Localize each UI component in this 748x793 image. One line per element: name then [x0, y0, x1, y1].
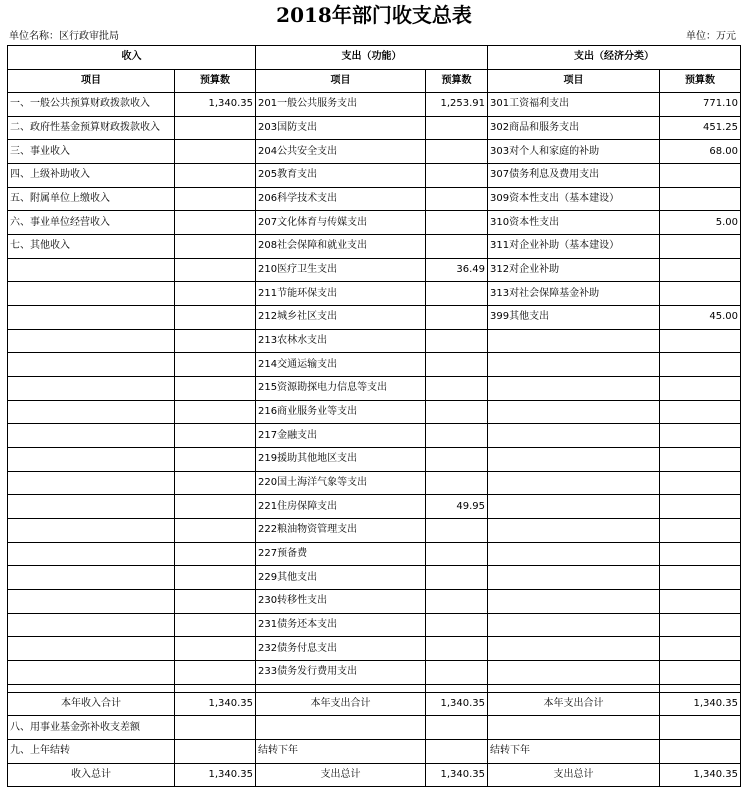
table-row [8, 353, 741, 377]
exp-econ-value [660, 164, 741, 188]
exp-econ-item [488, 377, 660, 401]
header-item: 项目 [488, 69, 660, 93]
grand-total-row [8, 763, 741, 787]
exp-func-item: 220国土海洋气象等支出 [256, 471, 426, 495]
exp-func-value [426, 448, 488, 472]
exp-func-item: 207文化体育与传媒支出 [256, 211, 426, 235]
table-row [8, 471, 741, 495]
income-value [175, 542, 256, 566]
exp-func-value [426, 566, 488, 590]
income-item [8, 519, 175, 543]
prev-carry-label: 九、上年结转 [8, 740, 175, 764]
table-row [8, 306, 741, 330]
exp-total-func-value: 1,340.35 [426, 763, 488, 787]
exp-econ-item [488, 661, 660, 685]
exp-func-item: 210医疗卫生支出 [256, 258, 426, 282]
year-exp-econ-value: 1,340.35 [660, 692, 741, 716]
exp-func-value [426, 353, 488, 377]
income-item: 七、其他收入 [8, 235, 175, 259]
exp-econ-item [488, 424, 660, 448]
table-row [8, 329, 741, 353]
year-total-row [8, 692, 741, 716]
table-row [8, 116, 741, 140]
exp-func-item: 222粮油物资管理支出 [256, 519, 426, 543]
table-row [8, 164, 741, 188]
exp-econ-value [660, 590, 741, 614]
income-value [175, 306, 256, 330]
exp-func-value [426, 519, 488, 543]
income-value [175, 471, 256, 495]
exp-econ-value [660, 424, 741, 448]
exp-econ-item: 313对社会保障基金补助 [488, 282, 660, 306]
exp-econ-value: 68.00 [660, 140, 741, 164]
header-item: 项目 [8, 69, 175, 93]
income-value [175, 116, 256, 140]
exp-func-value [426, 140, 488, 164]
exp-func-value [426, 282, 488, 306]
exp-func-item: 212城乡社区支出 [256, 306, 426, 330]
income-item [8, 661, 175, 685]
exp-econ-value [660, 613, 741, 637]
exp-func-value [426, 471, 488, 495]
exp-func-item: 206科学技术支出 [256, 187, 426, 211]
exp-econ-item: 303对个人和家庭的补助 [488, 140, 660, 164]
exp-econ-value: 5.00 [660, 211, 741, 235]
income-value [175, 495, 256, 519]
income-value [175, 258, 256, 282]
exp-func-value [426, 329, 488, 353]
exp-func-value [426, 164, 488, 188]
exp-func-item: 233债务发行费用支出 [256, 661, 426, 685]
exp-func-value [426, 235, 488, 259]
exp-func-item: 208社会保障和就业支出 [256, 235, 426, 259]
income-value [175, 187, 256, 211]
income-value [175, 448, 256, 472]
income-item [8, 377, 175, 401]
exp-func-item: 203国防支出 [256, 116, 426, 140]
carry-row [8, 740, 741, 764]
exp-econ-value [660, 329, 741, 353]
exp-func-item: 221住房保障支出 [256, 495, 426, 519]
exp-econ-item [488, 542, 660, 566]
table-row [8, 566, 741, 590]
exp-func-item: 230转移性支出 [256, 590, 426, 614]
table-row [8, 400, 741, 424]
income-item [8, 471, 175, 495]
exp-func-item: 219援助其他地区支出 [256, 448, 426, 472]
unit-label: 单位：万元 [686, 31, 736, 42]
table-row [8, 258, 741, 282]
income-value [175, 353, 256, 377]
exp-econ-value: 45.00 [660, 306, 741, 330]
header-row-sections [8, 46, 741, 70]
fund-label: 八、用事业基金弥补收支差额 [8, 716, 175, 740]
header-exp-func: 支出（功能） [256, 46, 488, 70]
exp-func-value: 36.49 [426, 258, 488, 282]
table-row [8, 282, 741, 306]
header-exp-econ: 支出（经济分类） [488, 46, 741, 70]
income-item: 三、事业收入 [8, 140, 175, 164]
table-row [8, 661, 741, 685]
exp-func-item: 232债务付息支出 [256, 637, 426, 661]
income-item [8, 282, 175, 306]
income-item: 二、政府性基金预算财政拨款收入 [8, 116, 175, 140]
exp-econ-value [660, 377, 741, 401]
exp-econ-item: 307债务利息及费用支出 [488, 164, 660, 188]
exp-total-func-label: 支出总计 [256, 763, 426, 787]
table-row [8, 377, 741, 401]
spacer-row [8, 684, 741, 692]
exp-econ-value [660, 471, 741, 495]
income-value [175, 424, 256, 448]
income-item: 一、一般公共预算财政拨款收入 [8, 93, 175, 117]
exp-econ-item: 309资本性支出（基本建设） [488, 187, 660, 211]
table-row [8, 140, 741, 164]
exp-func-value [426, 377, 488, 401]
exp-func-item: 201一般公共服务支出 [256, 93, 426, 117]
table-row [8, 590, 741, 614]
exp-econ-value [660, 661, 741, 685]
exp-func-value: 49.95 [426, 495, 488, 519]
exp-econ-item [488, 353, 660, 377]
exp-econ-value: 771.10 [660, 93, 741, 117]
carry-next-econ-label: 结转下年 [488, 740, 660, 764]
exp-econ-item [488, 566, 660, 590]
income-value [175, 282, 256, 306]
header-budget: 预算数 [175, 69, 256, 93]
income-value [175, 590, 256, 614]
exp-econ-value [660, 235, 741, 259]
exp-econ-value [660, 187, 741, 211]
income-item [8, 613, 175, 637]
exp-func-item: 214交通运输支出 [256, 353, 426, 377]
table-row [8, 211, 741, 235]
exp-func-value [426, 613, 488, 637]
income-item [8, 542, 175, 566]
income-value [175, 661, 256, 685]
table-row [8, 448, 741, 472]
page-title: 2018年部门收支总表 [276, 3, 472, 27]
income-item: 五、附属单位上缴收入 [8, 187, 175, 211]
table-row [8, 637, 741, 661]
income-value [175, 164, 256, 188]
income-value [175, 400, 256, 424]
exp-func-item: 215资源勘探电力信息等支出 [256, 377, 426, 401]
year-exp-func-label: 本年支出合计 [256, 692, 426, 716]
exp-econ-item: 399其他支出 [488, 306, 660, 330]
exp-econ-value [660, 566, 741, 590]
exp-econ-value [660, 353, 741, 377]
exp-func-value [426, 187, 488, 211]
income-value [175, 329, 256, 353]
exp-econ-item [488, 448, 660, 472]
exp-econ-value: 451.25 [660, 116, 741, 140]
year-exp-econ-label: 本年支出合计 [488, 692, 660, 716]
exp-econ-value [660, 519, 741, 543]
income-item [8, 424, 175, 448]
income-value [175, 377, 256, 401]
income-value [175, 613, 256, 637]
header-budget: 预算数 [426, 69, 488, 93]
exp-econ-item [488, 613, 660, 637]
income-item [8, 258, 175, 282]
exp-func-value [426, 400, 488, 424]
exp-econ-value [660, 637, 741, 661]
exp-func-value [426, 424, 488, 448]
exp-econ-value [660, 258, 741, 282]
income-value [175, 519, 256, 543]
income-item [8, 448, 175, 472]
exp-func-value [426, 211, 488, 235]
table-row [8, 519, 741, 543]
exp-func-item: 213农林水支出 [256, 329, 426, 353]
exp-func-item: 231债务还本支出 [256, 613, 426, 637]
income-item [8, 353, 175, 377]
income-item [8, 566, 175, 590]
exp-func-value [426, 661, 488, 685]
budget-table [7, 45, 741, 787]
table-row [8, 235, 741, 259]
header-budget: 预算数 [660, 69, 741, 93]
table-row [8, 613, 741, 637]
exp-total-econ-value: 1,340.35 [660, 763, 741, 787]
exp-func-item: 204公共安全支出 [256, 140, 426, 164]
exp-func-value: 1,253.91 [426, 93, 488, 117]
table-row [8, 495, 741, 519]
exp-func-item: 216商业服务业等支出 [256, 400, 426, 424]
exp-econ-item: 310资本性支出 [488, 211, 660, 235]
exp-func-value [426, 542, 488, 566]
income-value [175, 211, 256, 235]
exp-econ-item: 302商品和服务支出 [488, 116, 660, 140]
exp-func-item: 217金融支出 [256, 424, 426, 448]
income-value [175, 566, 256, 590]
exp-econ-value [660, 282, 741, 306]
income-value: 1,340.35 [175, 93, 256, 117]
header-item: 项目 [256, 69, 426, 93]
exp-func-value [426, 590, 488, 614]
exp-econ-item [488, 495, 660, 519]
exp-func-value [426, 306, 488, 330]
exp-econ-value [660, 495, 741, 519]
year-income-value: 1,340.35 [175, 692, 256, 716]
exp-econ-item [488, 590, 660, 614]
income-item [8, 495, 175, 519]
exp-func-item: 205教育支出 [256, 164, 426, 188]
carry-next-func-label: 结转下年 [256, 740, 426, 764]
income-item [8, 637, 175, 661]
year-exp-func-value: 1,340.35 [426, 692, 488, 716]
exp-econ-item: 312对企业补助 [488, 258, 660, 282]
income-total-value: 1,340.35 [175, 763, 256, 787]
income-item [8, 400, 175, 424]
income-value [175, 637, 256, 661]
income-item [8, 306, 175, 330]
unit-name: 单位名称：区行政审批局 [9, 31, 119, 42]
exp-total-econ-label: 支出总计 [488, 763, 660, 787]
exp-econ-value [660, 448, 741, 472]
header-row-columns [8, 69, 741, 93]
income-item: 六、事业单位经营收入 [8, 211, 175, 235]
table-row [8, 93, 741, 117]
exp-econ-item: 301工资福利支出 [488, 93, 660, 117]
table-row [8, 424, 741, 448]
fund-row [8, 716, 741, 740]
exp-econ-value [660, 542, 741, 566]
exp-func-item: 211节能环保支出 [256, 282, 426, 306]
table-row [8, 542, 741, 566]
exp-econ-item [488, 329, 660, 353]
header-income: 收入 [8, 46, 256, 70]
exp-func-item: 227预备费 [256, 542, 426, 566]
exp-econ-item [488, 519, 660, 543]
income-value [175, 140, 256, 164]
income-value [175, 235, 256, 259]
income-item [8, 329, 175, 353]
income-total-label: 收入总计 [8, 763, 175, 787]
exp-func-value [426, 116, 488, 140]
exp-econ-item [488, 637, 660, 661]
exp-econ-value [660, 400, 741, 424]
income-item [8, 590, 175, 614]
exp-func-item: 229其他支出 [256, 566, 426, 590]
exp-func-value [426, 637, 488, 661]
exp-econ-item [488, 471, 660, 495]
exp-econ-item [488, 400, 660, 424]
table-row [8, 187, 741, 211]
exp-econ-item: 311对企业补助（基本建设） [488, 235, 660, 259]
year-income-label: 本年收入合计 [8, 692, 175, 716]
income-item: 四、上级补助收入 [8, 164, 175, 188]
